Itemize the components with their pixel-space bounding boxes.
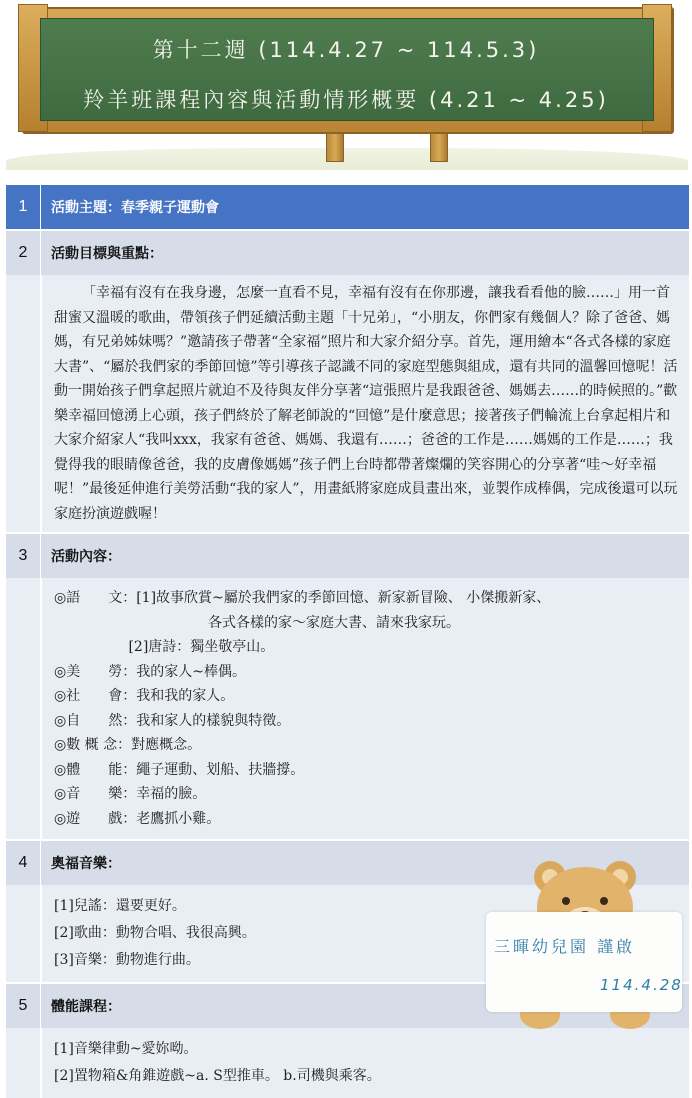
- list-item: ◎音 樂：幸福的臉。: [54, 786, 207, 802]
- section-heading: 活動主題：春季親子運動會: [41, 185, 689, 229]
- list-item: ◎體 能：繩子運動、划船、扶牆撐。: [54, 761, 305, 778]
- list-item: ◎語 文：[1]故事欣賞~屬於我們家的季節回憶、新家新冒險、 小傑搬新家、: [54, 590, 551, 606]
- list-item: [3]音樂：動物進行曲。: [54, 952, 200, 968]
- list-item: ◎社 會：我和我的家人。: [54, 688, 235, 704]
- week-title: 第十二週 (114.4.27 ~ 114.5.3): [152, 38, 540, 62]
- signature-date: 114.4.28: [600, 976, 683, 994]
- section-2-header: [6, 231, 689, 275]
- list-item: ◎數 概 念：對應概念。: [54, 737, 202, 753]
- list-item: ◎自 然：我和家人的樣貌與特徵。: [54, 712, 291, 729]
- list-item: [2]歌曲：動物合唱、我很高興。: [54, 925, 256, 941]
- section-number: 3: [6, 534, 41, 578]
- list-item: 各式各樣的家～家庭大書、請來我家玩。: [54, 614, 460, 631]
- section-heading: 活動內容：: [41, 534, 689, 578]
- section-heading: 體能課程：: [41, 984, 689, 1028]
- school-signature: 三暉幼兒園 謹啟: [494, 937, 636, 956]
- list-item: [1]兒謠：還要更好。: [54, 898, 186, 914]
- section-3-body: [6, 578, 689, 839]
- list-item: [1]音樂律動~愛妳呦。: [54, 1041, 198, 1057]
- section-heading: 活動目標與重點：: [41, 231, 689, 275]
- activity-content-list: [42, 578, 689, 839]
- list-item: [2]置物箱&角錐遊戲~a. S型推車。 b.司機與乘客。: [54, 1068, 381, 1084]
- section-number: 2: [6, 231, 41, 275]
- section-number: 5: [6, 984, 41, 1028]
- list-item: ◎遊 戲：老鷹抓小雞。: [54, 810, 221, 827]
- list-item: ◎美 勞：我的家人~棒偶。: [54, 663, 246, 680]
- header-banner: [0, 0, 692, 172]
- activity-goals-text: 「幸福有沒有在我身邊，怎麼一直看不見，幸福有沒有在你那邊，讓我看看他的臉……」用一首甜蜜又溫暖的歌曲，帶領孩子們延續活動主題「十兄弟」，“小朋友，你們家有幾個人？除了爸爸、媽媽，有兄弟姊妹嗎？”邀請孩子帶著“全家福”照片和大家介紹分享。首先，運用繪本“各式各樣的家庭大書”、“屬於我們家的季節回憶”等引導孩子認識不同的家庭型態與組成，還有共同的溫馨回憶呢！活動一開始孩子們拿起照片就迫不及待與友伴分享著“這張照片是我跟爸爸、媽媽去……的時候照的。”歡樂幸福回憶湧上心頭，孩子們終於了解老師說的“回憶”是什麼意思；接著孩子們輪流上台拿起相片和大家介紹家人“我叫xxx，我家有爸爸、媽媽、我還有……；爸爸的工作是……媽媽的工作是……；我覺得我的眼睛像爸爸，我的皮膚像媽媽”孩子們上台時都帶著燦爛的笑容開心的分享著“哇～好幸福呢！”最後延伸進行美勞活動“我的家人”，用畫紙將家庭成員畫出來，並製作成棒偶，完成後還可以玩家庭扮演遊戲喔！: [54, 285, 678, 522]
- section-number: 4: [6, 841, 41, 885]
- section-2-body: [6, 275, 689, 532]
- class-summary-title: 羚羊班課程內容與活動情形概要 (4.21 ~ 4.25): [83, 88, 609, 112]
- section-heading: 奧福音樂：: [41, 841, 689, 885]
- grass-ground: [6, 148, 688, 170]
- section-number: 1: [6, 185, 41, 229]
- section-1-header: [6, 185, 689, 229]
- section-3-header: [6, 534, 689, 578]
- list-item: [2]唐詩：獨坐敬亭山。: [54, 639, 275, 655]
- greeting-sign: [486, 912, 682, 1012]
